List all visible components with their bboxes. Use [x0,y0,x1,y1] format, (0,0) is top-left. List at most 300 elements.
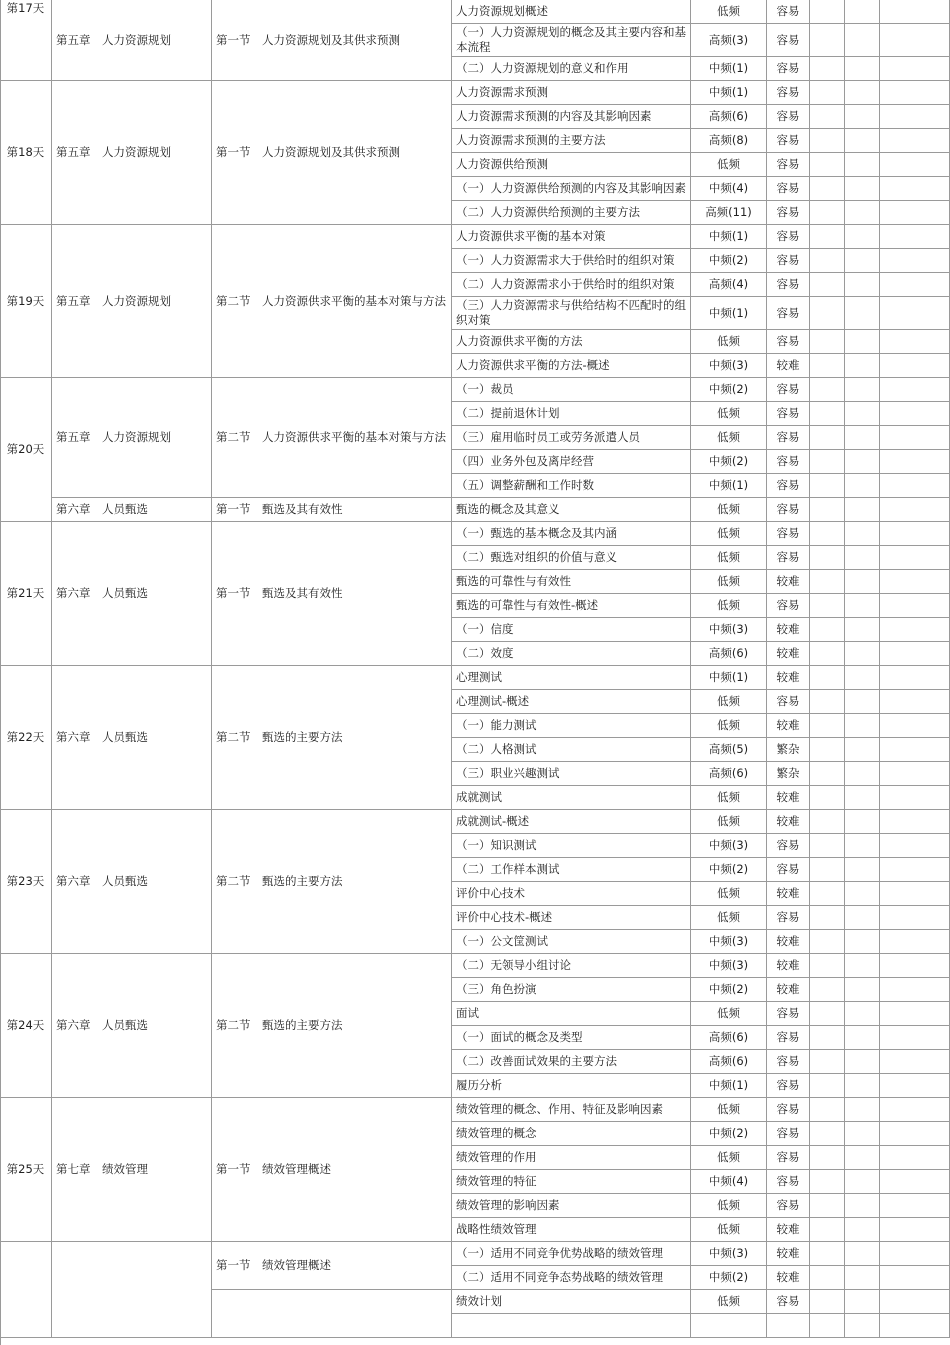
day-cell: 第18天 [0,81,52,225]
frequency-cell: 低频 [691,570,767,594]
notes-cell[interactable] [880,690,950,714]
check-cell-2[interactable] [845,1170,880,1194]
check-cell-1[interactable] [810,249,845,273]
check-cell-2[interactable] [845,1290,880,1314]
check-cell-2[interactable] [845,1266,880,1290]
frequency-cell: 低频 [691,330,767,354]
check-cell-2[interactable] [845,762,880,786]
notes-cell[interactable] [880,129,950,153]
notes-cell[interactable] [880,81,950,105]
topic-cell: （一）甄选的基本概念及其内涵 [452,522,691,546]
difficulty-cell: 容易 [767,0,810,24]
check-cell-1[interactable] [810,1194,845,1218]
check-cell-1[interactable] [810,738,845,762]
check-cell-2[interactable] [845,81,880,105]
check-cell-2[interactable] [845,690,880,714]
topic-cell: （二）改善面试效果的主要方法 [452,1050,691,1074]
check-cell-1[interactable] [810,24,845,57]
frequency-cell: 中频(1) [691,225,767,249]
topic-cell: （三）职业兴趣测试 [452,762,691,786]
check-cell-2[interactable] [845,714,880,738]
check-cell-1[interactable] [810,225,845,249]
check-cell-2[interactable] [845,738,880,762]
difficulty-cell: 较难 [767,810,810,834]
topic-cell: （一）人力资源需求大于供给时的组织对策 [452,249,691,273]
difficulty-cell: 容易 [767,546,810,570]
frequency-cell: 高频(6) [691,762,767,786]
topic-cell: （三）雇用临时员工或劳务派遣人员 [452,426,691,450]
check-cell-2[interactable] [845,402,880,426]
notes-cell[interactable] [880,1050,950,1074]
topic-cell: 战略性绩效管理 [452,1218,691,1242]
difficulty-cell: 容易 [767,594,810,618]
check-cell-1[interactable] [810,1218,845,1242]
check-cell-1[interactable] [810,57,845,81]
difficulty-cell: 容易 [767,690,810,714]
frequency-cell: 低频 [691,1002,767,1026]
day-cell: 第19天 [0,225,52,378]
frequency-cell: 低频 [691,1146,767,1170]
notes-cell[interactable] [880,153,950,177]
chapter-cell: 第五章 人力资源规划 [52,81,212,225]
frequency-cell: 高频(6) [691,1050,767,1074]
notes-cell[interactable] [880,498,950,522]
section-cell: 第一节 绩效管理概述 [212,1098,452,1242]
check-cell-2[interactable] [845,105,880,129]
difficulty-cell: 容易 [767,330,810,354]
check-cell-2[interactable] [845,1146,880,1170]
topic-cell: （四）业务外包及离岸经营 [452,450,691,474]
topic-cell: （二）适用不同竞争态势战略的绩效管理 [452,1266,691,1290]
check-cell-2[interactable] [845,786,880,810]
check-cell-1[interactable] [810,1002,845,1026]
topic-cell: 成就测试-概述 [452,810,691,834]
check-cell-2[interactable] [845,0,880,24]
check-cell-1[interactable] [810,378,845,402]
check-cell-2[interactable] [845,1122,880,1146]
day-cell [0,1242,52,1338]
check-cell-1[interactable] [810,273,845,297]
check-cell-1[interactable] [810,1122,845,1146]
notes-cell[interactable] [880,618,950,642]
check-cell-2[interactable] [845,153,880,177]
check-cell-2[interactable] [845,201,880,225]
check-cell-1[interactable] [810,450,845,474]
topic-cell: （一）知识测试 [452,834,691,858]
frequency-cell: 低频 [691,546,767,570]
notes-cell[interactable] [880,666,950,690]
check-cell-2[interactable] [845,810,880,834]
section-cell: 第二节 人力资源供求平衡的基本对策与方法 [212,378,452,498]
frequency-cell: 低频 [691,426,767,450]
notes-cell[interactable] [880,954,950,978]
notes-cell[interactable] [880,594,950,618]
notes-cell[interactable] [880,1242,950,1266]
check-cell-2[interactable] [845,330,880,354]
check-cell-1[interactable] [810,858,845,882]
check-cell-2[interactable] [845,177,880,201]
check-cell-1[interactable] [810,618,845,642]
difficulty-cell: 容易 [767,273,810,297]
notes-cell[interactable] [880,57,950,81]
check-cell-1[interactable] [810,153,845,177]
notes-cell[interactable] [880,1122,950,1146]
topic-cell: 甄选的可靠性与有效性-概述 [452,594,691,618]
check-cell-1[interactable] [810,1098,845,1122]
check-cell-1[interactable] [810,906,845,930]
check-cell-2[interactable] [845,930,880,954]
topic-cell: 绩效计划 [452,1290,691,1314]
check-cell-1[interactable] [810,105,845,129]
check-cell-1[interactable] [810,666,845,690]
check-cell-2[interactable] [845,1074,880,1098]
check-cell-1[interactable] [810,201,845,225]
check-cell-1[interactable] [810,0,845,24]
check-cell-1[interactable] [810,1266,845,1290]
check-cell-2[interactable] [845,1050,880,1074]
notes-cell[interactable] [880,225,950,249]
check-cell-2[interactable] [845,474,880,498]
topic-cell: 甄选的可靠性与有效性 [452,570,691,594]
check-cell-2[interactable] [845,378,880,402]
difficulty-cell: 容易 [767,177,810,201]
topic-cell: （一）裁员 [452,378,691,402]
section-cell: 第一节 绩效管理概述 [212,1242,452,1290]
difficulty-cell: 繁杂 [767,762,810,786]
notes-cell[interactable] [880,249,950,273]
check-cell-2[interactable] [845,666,880,690]
difficulty-cell: 容易 [767,1170,810,1194]
chapter-cell: 第六章 人员甄选 [52,522,212,666]
topic-cell: （二）工作样本测试 [452,858,691,882]
difficulty-cell: 较难 [767,1218,810,1242]
check-cell-1[interactable] [810,1050,845,1074]
topic-cell: （二）无领导小组讨论 [452,954,691,978]
frequency-cell: 中频(3) [691,954,767,978]
notes-cell[interactable] [880,834,950,858]
frequency-cell: 低频 [691,810,767,834]
frequency-cell: 中频(4) [691,1170,767,1194]
section-cell: 第一节 甄选及其有效性 [212,522,452,666]
notes-cell[interactable] [880,450,950,474]
check-cell-2[interactable] [845,225,880,249]
check-cell-2[interactable] [845,570,880,594]
notes-cell[interactable] [880,330,950,354]
frequency-cell: 中频(3) [691,354,767,378]
check-cell-1[interactable] [810,330,845,354]
difficulty-cell: 容易 [767,249,810,273]
frequency-cell: 中频(2) [691,1266,767,1290]
difficulty-cell: 较难 [767,1242,810,1266]
notes-cell[interactable] [880,177,950,201]
frequency-cell: 低频 [691,594,767,618]
difficulty-cell: 容易 [767,129,810,153]
difficulty-cell: 容易 [767,1074,810,1098]
check-cell-2[interactable] [845,906,880,930]
frequency-cell: 低频 [691,1194,767,1218]
check-cell-2[interactable] [845,1026,880,1050]
check-cell-2[interactable] [845,882,880,906]
difficulty-cell: 容易 [767,105,810,129]
topic-cell: 评价中心技术-概述 [452,906,691,930]
chapter-cell: 第七章 绩效管理 [52,1098,212,1242]
chapter-cell: 第六章 人员甄选 [52,810,212,954]
check-cell-2[interactable] [845,594,880,618]
notes-cell[interactable] [880,810,950,834]
check-cell-1[interactable] [810,402,845,426]
frequency-cell: 低频 [691,906,767,930]
chapter-cell: 第五章 人力资源规划 [52,0,212,81]
difficulty-cell: 较难 [767,714,810,738]
check-cell-2[interactable] [845,1194,880,1218]
topic-cell [452,1314,691,1338]
difficulty-cell: 繁杂 [767,738,810,762]
day-cell: 第24天 [0,954,52,1098]
notes-cell[interactable] [880,1218,950,1242]
check-cell-2[interactable] [845,426,880,450]
frequency-cell: 低频 [691,882,767,906]
section-cell: 第一节 人力资源规划及其供求预测 [212,0,452,81]
chapter-cell: 第六章 人员甄选 [52,498,212,522]
difficulty-cell: 容易 [767,1050,810,1074]
check-cell-2[interactable] [845,834,880,858]
check-cell-2[interactable] [845,522,880,546]
notes-cell[interactable] [880,570,950,594]
difficulty-cell: 容易 [767,858,810,882]
section-cell: 第二节 甄选的主要方法 [212,954,452,1098]
notes-cell[interactable] [880,714,950,738]
frequency-cell: 高频(6) [691,642,767,666]
difficulty-cell [767,1314,810,1338]
check-cell-1[interactable] [810,810,845,834]
day-cell: 第20天 [0,378,52,522]
frequency-cell: 低频 [691,714,767,738]
notes-cell[interactable] [880,1314,950,1338]
topic-cell: （一）适用不同竞争优势战略的绩效管理 [452,1242,691,1266]
frequency-cell [691,1314,767,1338]
check-cell-2[interactable] [845,249,880,273]
difficulty-cell: 容易 [767,834,810,858]
difficulty-cell: 较难 [767,786,810,810]
check-cell-1[interactable] [810,498,845,522]
notes-cell[interactable] [880,1170,950,1194]
frequency-cell: 低频 [691,1290,767,1314]
check-cell-1[interactable] [810,1074,845,1098]
topic-cell: 绩效管理的概念、作用、特征及影响因素 [452,1098,691,1122]
topic-cell: （一）人力资源供给预测的内容及其影响因素 [452,177,691,201]
check-cell-1[interactable] [810,81,845,105]
notes-cell[interactable] [880,105,950,129]
check-cell-1[interactable] [810,930,845,954]
difficulty-cell: 较难 [767,930,810,954]
notes-cell[interactable] [880,0,950,24]
frequency-cell: 低频 [691,786,767,810]
check-cell-1[interactable] [810,1026,845,1050]
notes-cell[interactable] [880,354,950,378]
check-cell-2[interactable] [845,978,880,1002]
check-cell-2[interactable] [845,546,880,570]
frequency-cell: 高频(8) [691,129,767,153]
topic-cell: 绩效管理的影响因素 [452,1194,691,1218]
section-cell [212,1290,452,1338]
check-cell-1[interactable] [810,1314,845,1338]
frequency-cell: 低频 [691,402,767,426]
frequency-cell: 低频 [691,153,767,177]
topic-cell: （一）公文筐测试 [452,930,691,954]
check-cell-2[interactable] [845,1218,880,1242]
check-cell-2[interactable] [845,450,880,474]
section-cell: 第二节 人力资源供求平衡的基本对策与方法 [212,225,452,378]
notes-cell[interactable] [880,297,950,330]
difficulty-cell: 较难 [767,618,810,642]
topic-cell: 人力资源供求平衡的基本对策 [452,225,691,249]
check-cell-1[interactable] [810,354,845,378]
check-cell-2[interactable] [845,642,880,666]
topic-cell: 人力资源规划概述 [452,0,691,24]
notes-cell[interactable] [880,642,950,666]
check-cell-1[interactable] [810,129,845,153]
check-cell-1[interactable] [810,474,845,498]
frequency-cell: 低频 [691,0,767,24]
frequency-cell: 中频(3) [691,1242,767,1266]
notes-cell[interactable] [880,858,950,882]
notes-cell[interactable] [880,1002,950,1026]
notes-cell[interactable] [880,882,950,906]
notes-cell[interactable] [880,201,950,225]
difficulty-cell: 容易 [767,402,810,426]
difficulty-cell: 容易 [767,1290,810,1314]
notes-cell[interactable] [880,426,950,450]
check-cell-1[interactable] [810,522,845,546]
topic-cell: 人力资源需求预测的主要方法 [452,129,691,153]
notes-cell[interactable] [880,1290,950,1314]
difficulty-cell: 容易 [767,225,810,249]
check-cell-1[interactable] [810,1290,845,1314]
check-cell-1[interactable] [810,297,845,330]
notes-cell[interactable] [880,474,950,498]
difficulty-cell: 容易 [767,906,810,930]
notes-cell[interactable] [880,24,950,57]
check-cell-2[interactable] [845,57,880,81]
check-cell-1[interactable] [810,762,845,786]
check-cell-2[interactable] [845,498,880,522]
check-cell-1[interactable] [810,426,845,450]
difficulty-cell: 容易 [767,1002,810,1026]
frequency-cell: 低频 [691,522,767,546]
notes-cell[interactable] [880,738,950,762]
frequency-cell: 中频(2) [691,1122,767,1146]
topic-cell: 评价中心技术 [452,882,691,906]
topic-cell: 绩效管理的特征 [452,1170,691,1194]
topic-cell: 人力资源供给预测 [452,153,691,177]
check-cell-2[interactable] [845,354,880,378]
frequency-cell: 中频(4) [691,177,767,201]
check-cell-2[interactable] [845,273,880,297]
check-cell-1[interactable] [810,594,845,618]
check-cell-1[interactable] [810,834,845,858]
check-cell-1[interactable] [810,642,845,666]
check-cell-2[interactable] [845,954,880,978]
frequency-cell: 高频(11) [691,201,767,225]
chapter-cell [52,1242,212,1338]
notes-cell[interactable] [880,546,950,570]
difficulty-cell: 容易 [767,57,810,81]
check-cell-2[interactable] [845,618,880,642]
check-cell-1[interactable] [810,177,845,201]
frequency-cell: 高频(4) [691,273,767,297]
check-cell-1[interactable] [810,954,845,978]
check-cell-1[interactable] [810,1242,845,1266]
topic-cell: 甄选的概念及其意义 [452,498,691,522]
check-cell-2[interactable] [845,24,880,57]
check-cell-1[interactable] [810,978,845,1002]
check-cell-2[interactable] [845,1242,880,1266]
notes-cell[interactable] [880,402,950,426]
difficulty-cell: 容易 [767,474,810,498]
check-cell-2[interactable] [845,1002,880,1026]
notes-cell[interactable] [880,1266,950,1290]
difficulty-cell: 容易 [767,1122,810,1146]
check-cell-1[interactable] [810,690,845,714]
frequency-cell: 中频(3) [691,618,767,642]
check-cell-2[interactable] [845,1314,880,1338]
notes-cell[interactable] [880,1146,950,1170]
notes-cell[interactable] [880,978,950,1002]
notes-cell[interactable] [880,1098,950,1122]
check-cell-2[interactable] [845,1098,880,1122]
notes-cell[interactable] [880,1194,950,1218]
notes-cell[interactable] [880,1074,950,1098]
notes-cell[interactable] [880,786,950,810]
notes-cell[interactable] [880,273,950,297]
check-cell-1[interactable] [810,1146,845,1170]
check-cell-1[interactable] [810,546,845,570]
notes-cell[interactable] [880,522,950,546]
difficulty-cell: 较难 [767,978,810,1002]
notes-cell[interactable] [880,762,950,786]
notes-cell[interactable] [880,906,950,930]
check-cell-2[interactable] [845,297,880,330]
frequency-cell: 高频(3) [691,24,767,57]
check-cell-2[interactable] [845,129,880,153]
difficulty-cell: 较难 [767,882,810,906]
difficulty-cell: 容易 [767,378,810,402]
notes-cell[interactable] [880,1026,950,1050]
difficulty-cell: 较难 [767,954,810,978]
difficulty-cell: 容易 [767,498,810,522]
frequency-cell: 中频(1) [691,297,767,330]
frequency-cell: 中频(2) [691,249,767,273]
difficulty-cell: 容易 [767,522,810,546]
topic-cell: 面试 [452,1002,691,1026]
frequency-cell: 中频(2) [691,450,767,474]
frequency-cell: 中频(2) [691,378,767,402]
frequency-cell: 中频(1) [691,1074,767,1098]
section-cell: 第二节 甄选的主要方法 [212,666,452,810]
difficulty-cell: 较难 [767,570,810,594]
frequency-cell: 中频(3) [691,834,767,858]
notes-cell[interactable] [880,930,950,954]
day-cell: 第17天 [0,0,52,81]
check-cell-1[interactable] [810,570,845,594]
topic-cell: （三）角色扮演 [452,978,691,1002]
notes-cell[interactable] [880,378,950,402]
check-cell-1[interactable] [810,786,845,810]
check-cell-1[interactable] [810,1170,845,1194]
check-cell-1[interactable] [810,714,845,738]
check-cell-2[interactable] [845,858,880,882]
check-cell-1[interactable] [810,882,845,906]
